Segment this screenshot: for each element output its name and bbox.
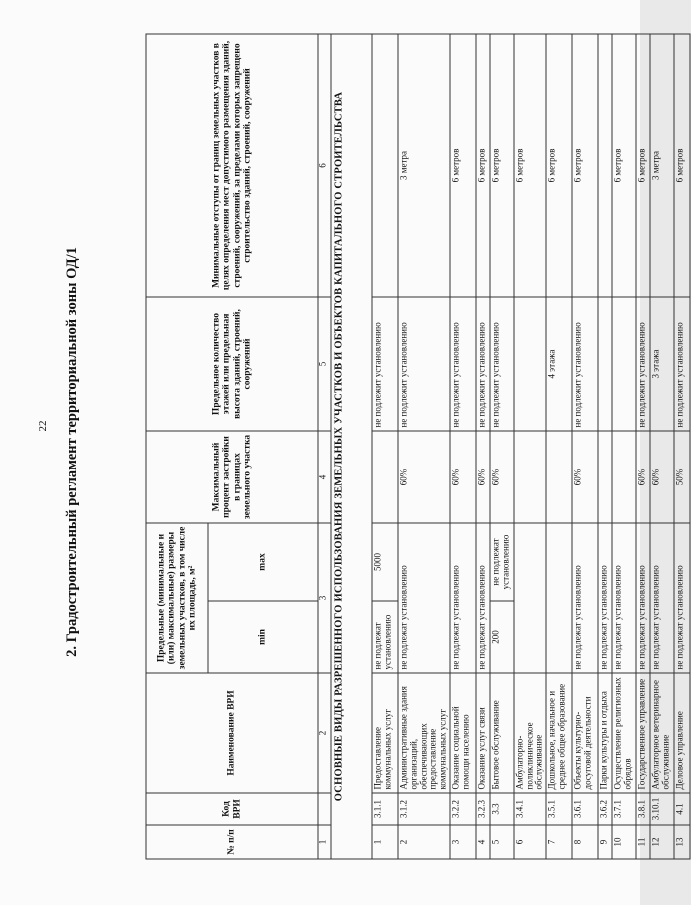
row-name: Государственное управление <box>636 673 650 793</box>
table-row <box>372 34 398 859</box>
row-min: не подлежат установлению <box>674 523 690 673</box>
row-code: 3.7.1 <box>612 793 636 825</box>
row-num: 4 <box>476 825 490 859</box>
row-percent: 60% <box>450 431 476 523</box>
row-num: 9 <box>598 825 612 859</box>
row-min: не подлежат установлению <box>650 523 674 673</box>
row-setback <box>598 34 612 297</box>
table-row <box>598 34 612 859</box>
header-size-max: max <box>208 523 318 601</box>
row-percent: 50% <box>674 431 690 523</box>
row-percent: 60% <box>398 431 450 523</box>
row-code: 4.1 <box>674 793 690 825</box>
row-name: Дошкольное, начальное и среднее общее образование <box>546 673 572 793</box>
table-row <box>636 34 650 859</box>
header-name: Наименование ВРИ <box>146 673 318 793</box>
row-name: Бытовое обслуживание <box>490 673 514 793</box>
row-name: Объекты культурно-досуговой деятельности <box>572 673 598 793</box>
row-code: 3.8.1 <box>636 793 650 825</box>
index-cell: 5 <box>318 297 331 431</box>
index-cell: 1 <box>318 825 331 859</box>
row-percent: 60% <box>572 431 598 523</box>
row-setback: 6 метров <box>514 34 546 297</box>
row-floors: не подлежит установлению <box>636 297 650 431</box>
row-min <box>514 523 546 673</box>
row-code: 3.2.3 <box>476 793 490 825</box>
row-floors <box>514 297 546 431</box>
row-name: Деловое управление <box>674 673 690 793</box>
row-num: 5 <box>490 825 514 859</box>
row-floors: не подлежит установлению <box>398 297 450 431</box>
row-name: Амбулаторно-поликлиническое обслуживание <box>514 673 546 793</box>
row-code: 3.4.1 <box>514 793 546 825</box>
row-percent: 60% <box>476 431 490 523</box>
row-num: 12 <box>650 825 674 859</box>
table-row <box>490 34 514 859</box>
row-setback: 6 метров <box>450 34 476 297</box>
row-min: не подлежат установлению <box>636 523 650 673</box>
row-num: 10 <box>612 825 636 859</box>
row-num: 8 <box>572 825 598 859</box>
row-setback: 6 метров <box>546 34 572 297</box>
row-percent <box>546 431 572 523</box>
header-floors: Предельное количество этажей или предельная высота зданий, строений, сооружений <box>146 297 318 431</box>
row-min: не подлежат установлению <box>598 523 612 673</box>
row-code: 3.1.2 <box>398 793 450 825</box>
table-row <box>450 34 476 859</box>
index-cell: 3 <box>318 523 331 673</box>
row-min: не подлежат установлению <box>372 601 398 673</box>
regulation-table <box>146 34 691 860</box>
row-floors: не подлежит установлению <box>450 297 476 431</box>
column-index-row <box>318 34 331 859</box>
row-code: 3.3 <box>490 793 514 825</box>
index-cell: 4 <box>318 431 331 523</box>
row-floors: не подлежит установлению <box>674 297 690 431</box>
index-cell <box>318 793 331 825</box>
row-min: не подлежат установлению <box>450 523 476 673</box>
table-row <box>398 34 450 859</box>
row-num: 13 <box>674 825 690 859</box>
row-num: 2 <box>398 825 450 859</box>
row-max: 5000 <box>372 523 398 601</box>
row-floors: не подлежит установлению <box>372 297 398 431</box>
row-num: 1 <box>372 825 398 859</box>
table-row <box>476 34 490 859</box>
row-percent: 60% <box>636 431 650 523</box>
header-size-min: min <box>208 601 318 673</box>
table-row <box>546 34 572 859</box>
row-percent <box>612 431 636 523</box>
row-floors: не подлежит установлению <box>572 297 598 431</box>
row-min: не подлежат установлению <box>476 523 490 673</box>
header-code: Код ВРИ <box>146 793 318 825</box>
row-min <box>546 523 572 673</box>
row-code: 3.6.1 <box>572 793 598 825</box>
row-name: Оказание социальной помощи населению <box>450 673 476 793</box>
row-min: не подлежат установлению <box>572 523 598 673</box>
row-floors: 3 этажа <box>650 297 674 431</box>
row-setback: 6 метров <box>476 34 490 297</box>
row-setback <box>372 34 398 297</box>
row-setback: 6 метров <box>612 34 636 297</box>
row-name: Осуществление религиозных обрядов <box>612 673 636 793</box>
row-name: Оказание услуг связи <box>476 673 490 793</box>
row-code: 3.1.1 <box>372 793 398 825</box>
table-row <box>572 34 598 859</box>
row-num: 3 <box>450 825 476 859</box>
row-name: Предоставление коммунальных услуг <box>372 673 398 793</box>
table-row <box>612 34 636 859</box>
row-setback: 6 метров <box>490 34 514 297</box>
header-size-group: Предельные (минимальные и (или) максимальные) размеры земельных участков, в том числе их площадь, м² <box>146 523 208 673</box>
index-cell: 6 <box>318 34 331 297</box>
row-floors: 4 этажа <box>546 297 572 431</box>
row-floors: не подлежит установлению <box>476 297 490 431</box>
row-name: Парки культуры и отдыха <box>598 673 612 793</box>
row-floors <box>612 297 636 431</box>
row-setback: 3 метра <box>398 34 450 297</box>
row-floors <box>598 297 612 431</box>
header-num: № п/п <box>146 825 318 859</box>
row-code: 3.10.1 <box>650 793 674 825</box>
index-cell: 2 <box>318 673 331 793</box>
row-percent <box>514 431 546 523</box>
header-percent: Максимальный процент застройки в границах земельного участка <box>146 431 318 523</box>
row-max: не подлежат установлению <box>490 523 514 601</box>
row-num: 11 <box>636 825 650 859</box>
row-name: Административные здания организаций, обеспечивающих предоставление коммунальных услуг <box>398 673 450 793</box>
row-min: не подлежат установлению <box>398 523 450 673</box>
row-code: 3.2.2 <box>450 793 476 825</box>
row-min: не подлежат установлению <box>612 523 636 673</box>
row-num: 6 <box>514 825 546 859</box>
row-setback: 6 метров <box>636 34 650 297</box>
rotated-table-wrapper <box>146 35 691 860</box>
page-number: 22 <box>37 420 49 432</box>
row-percent: 60% <box>650 431 674 523</box>
section-title: ОСНОВНЫЕ ВИДЫ РАЗРЕШЕННОГО ИСПОЛЬЗОВАНИЯ ЗЕМЕЛЬНЫХ УЧАСТКОВ И ОБЪЕКТОВ КАПИТАЛЬНОГО СТРОИТЕЛЬСТВА <box>331 34 372 859</box>
row-setback: 3 метра <box>650 34 674 297</box>
row-setback: 6 метров <box>674 34 690 297</box>
row-setback: 6 метров <box>572 34 598 297</box>
row-code: 3.6.2 <box>598 793 612 825</box>
document-heading: 2. Градостроительный регламент территориальной зоны ОД/1 <box>64 247 80 657</box>
row-percent <box>598 431 612 523</box>
row-min: 200 <box>490 601 514 673</box>
row-percent: 60% <box>490 431 514 523</box>
row-code: 3.5.1 <box>546 793 572 825</box>
row-percent <box>372 431 398 523</box>
table-row <box>514 34 546 859</box>
row-floors: не подлежит установлению <box>490 297 514 431</box>
row-num: 7 <box>546 825 572 859</box>
table-row <box>674 34 690 859</box>
header-setback: Минимальные отступы от границ земельных участков в целях определения мест допустимого размещения зданий, строений, сооружений, за пределами которых запрещено строительство зданий, строений, сооружений <box>146 34 318 297</box>
table-row <box>650 34 674 859</box>
row-name: Амбулаторное ветеринарное обслуживание <box>650 673 674 793</box>
